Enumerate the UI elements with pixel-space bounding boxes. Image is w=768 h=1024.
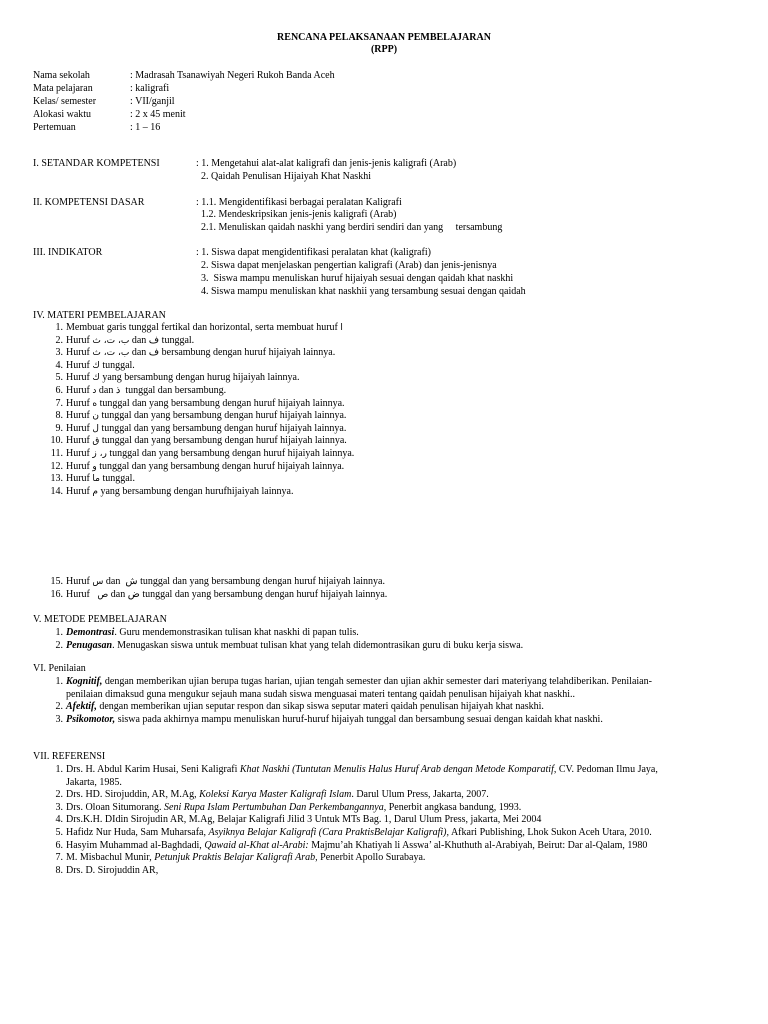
list-item: [33, 473, 738, 486]
item-text: tunggal dan yang bersambung dengan huruf hijaiyah lainnya.: [97, 397, 345, 409]
arabic-letter: ك: [92, 373, 100, 384]
item-text: . Menugaskan siswa untuk membuat tulisan khat yang telah didemontrasikan guru di buku kerja siswa.: [112, 639, 524, 651]
item-text: Huruf: [66, 422, 93, 434]
identity-key: Kelas/ semester: [33, 96, 97, 107]
list-number: 4.: [55, 359, 63, 371]
arabic-letter: ن: [92, 411, 99, 422]
identity-value: : 2 x 45 menit: [130, 109, 186, 120]
list-item: [33, 347, 738, 360]
list-number: 8.: [55, 864, 63, 876]
list-item: [33, 372, 738, 385]
kd-line: : 1.1. Mengidentifikasi berbagai peralatan Kaligrafi: [196, 197, 402, 208]
item-text: M. Misbachul Munir,: [66, 852, 155, 864]
list-text: [66, 398, 738, 411]
list-number: 3.: [55, 801, 63, 813]
item-text: tunggal dan yang bersambung dengan huruf hijaiyah lainnya.: [96, 460, 345, 472]
item-text: Membuat garis tunggal fertikal dan horizontal, serta membuat huruf: [66, 322, 341, 333]
list-item: [33, 676, 738, 689]
list-text: [66, 435, 738, 448]
list-number: 1.: [55, 322, 63, 333]
book-title: Qawaid al-Khat al-Arabi:: [204, 839, 309, 851]
reference-text: [66, 852, 738, 865]
list-text: [66, 714, 738, 727]
item-text: yang bersambung dengan hurug hijaiyah lainnya.: [99, 372, 300, 384]
item-text: tunggal.: [99, 359, 135, 371]
item-term: Afektif,: [66, 701, 97, 713]
arabic-letter: ص: [97, 589, 109, 600]
item-text: Huruf: [66, 372, 93, 384]
reference-item-continued: [33, 777, 738, 790]
item-text: Huruf: [66, 384, 93, 396]
item-text: Huruf: [66, 435, 93, 447]
book-title: Petunjuk Praktis Belajar Kaligrafi Arab,: [154, 852, 318, 864]
arabic-letter: ب، ت، ث: [92, 348, 130, 359]
list-text: [66, 676, 738, 689]
list-number: 3.: [55, 347, 63, 359]
section-heading-sk: I. SETANDAR KOMPETENSI: [33, 158, 160, 169]
arabic-letter: س: [92, 577, 104, 587]
list-number: 16.: [50, 588, 63, 600]
reference-item: [33, 840, 738, 853]
list-item: [33, 714, 738, 727]
list-number: 10.: [50, 435, 63, 447]
list-number: 12.: [50, 460, 63, 472]
item-term: Psikomotor,: [66, 713, 116, 725]
list-text: [66, 335, 738, 348]
list-item-continued: [33, 689, 738, 702]
book-title: Khat Naskhi (Tuntutan Menulis Halus Huruf Arab dengan Metode Komparatif: [239, 764, 554, 775]
reference-text: [66, 865, 738, 878]
list-number: 2.: [55, 789, 63, 801]
list-text: [66, 410, 738, 423]
list-item: [33, 435, 738, 448]
identity-key: Pertemuan: [33, 122, 76, 133]
arabic-letter: ا: [340, 323, 343, 333]
reference-text: [66, 764, 738, 777]
identity-value: : 1 – 16: [130, 122, 161, 133]
arabic-letter: د: [92, 385, 97, 396]
list-item: [33, 589, 738, 602]
item-text: dengan memberikan ujian berupa tugas harian, ujian tengah semester dan ujian akhir semester dari materiyang telahdiberikan. Penilaian-: [102, 676, 652, 687]
reference-text: [66, 789, 738, 802]
item-text: tunggal dan yang bersambung dengan huruf hijaiyah lainnya.: [99, 435, 347, 447]
list-number: 15.: [50, 576, 63, 587]
list-number: 2.: [55, 701, 63, 713]
list-number: 9.: [55, 422, 63, 434]
identity-value: : VII/ganjil: [130, 96, 175, 107]
list-item: [33, 423, 738, 436]
document-title: RENCANA PELAKSANAAN PEMBELAJARAN: [277, 32, 491, 43]
list-item: [33, 486, 738, 499]
list-item: [33, 627, 738, 640]
reference-item: [33, 802, 738, 815]
item-text: , CV. Pedoman Ilmu Jaya,: [553, 764, 658, 775]
item-text: dengan memberikan ujian seputar respon dan sikap siswa seputar materi qaidah penulisan hijaiyah khat naskhi.: [96, 701, 544, 713]
item-text: Huruf: [66, 347, 93, 359]
list-item: [33, 398, 738, 411]
list-number: 6.: [55, 839, 63, 851]
list-text: [66, 448, 738, 461]
list-item: [33, 640, 738, 653]
identity-key: Mata pelajaran: [33, 83, 93, 94]
list-item: [33, 335, 738, 348]
kd-line: 2.1. Menuliskan qaidah naskhi yang berdiri sendiri dan yang tersambung: [201, 222, 503, 233]
item-text: Drs. HD. Sirojuddin, AR, M.Ag,: [66, 789, 200, 801]
list-number: 4.: [55, 814, 63, 826]
list-number: 3.: [55, 713, 63, 725]
list-number: 2.: [55, 639, 63, 651]
item-text: . Guru mendemonstrasikan tulisan khat naskhi di papan tulis.: [114, 627, 359, 638]
identity-value: : Madrasah Tsanawiyah Negeri Rukoh Banda Aceh: [130, 70, 335, 81]
list-text: [66, 372, 738, 385]
reference-item: [33, 789, 738, 802]
item-term: Kognitif,: [66, 676, 103, 687]
list-text: [66, 701, 738, 714]
section-heading-materi: IV. MATERI PEMBELAJARAN: [33, 310, 166, 321]
indikator-line: 4. Siswa mampu menuliskan khat naskhii yang tersambung sesuai dengan qaidah: [201, 286, 526, 297]
reference-item: [33, 764, 738, 777]
item-text: yang bersambung dengan hurufhijaiyah lainnya.: [97, 485, 294, 497]
reference-item: [33, 827, 738, 840]
item-text: Jakarta, 1985.: [66, 776, 122, 788]
list-number: 1.: [55, 764, 63, 775]
penilaian-list: [33, 676, 738, 726]
section-heading-metode: V. METODE PEMBELAJARAN: [33, 614, 167, 625]
item-text: Huruf: [66, 460, 93, 472]
reference-item: [33, 814, 738, 827]
reference-text: [66, 840, 738, 853]
item-text: dan ش tunggal dan yang bersambung dengan huruf hijaiyah lainnya.: [103, 576, 385, 587]
item-term: Demontrasi: [66, 627, 115, 638]
list-item: [33, 360, 738, 373]
item-text: Huruf: [66, 410, 93, 422]
arabic-letter: و: [92, 461, 97, 472]
list-item: [33, 385, 738, 398]
list-text: [66, 486, 738, 499]
list-number: 2.: [55, 334, 63, 346]
list-item: [33, 322, 738, 335]
reference-item: [33, 852, 738, 865]
list-number: 13.: [50, 473, 63, 485]
list-number: 14.: [50, 485, 63, 497]
item-text: dan ف tunggal.: [129, 334, 195, 346]
list-number: 1.: [55, 676, 63, 687]
book-title: Koleksi Karya Master Kaligrafi Islam: [199, 789, 352, 801]
list-item: [33, 461, 738, 474]
list-number: 5.: [55, 826, 63, 838]
reference-item: [33, 865, 738, 878]
item-text: Huruf: [66, 397, 93, 409]
list-text: [66, 473, 738, 486]
item-text: tunggal dan yang bersambung dengan huruf hijaiyah lainnya.: [99, 410, 347, 422]
list-number: 11.: [50, 447, 63, 459]
arabic-letter: ل: [92, 423, 99, 434]
indikator-line: 2. Siswa dapat menjelaskan pengertian kaligrafi (Arab) dan jenis-jenisnya: [201, 260, 497, 271]
item-text: penilaian dimaksud guna mengukur sejauh mana sudah siswa menguasai materi tentang qaidah penulisan hijaiyah khat naskhi..: [66, 688, 576, 700]
item-text: Huruf: [66, 447, 93, 459]
list-item: [33, 448, 738, 461]
materi-list: [33, 322, 738, 498]
list-item: [33, 576, 738, 589]
arabic-letter: ه: [92, 398, 98, 409]
list-number: 5.: [55, 372, 63, 384]
item-text: tunggal.: [99, 473, 135, 485]
list-number: 7.: [55, 852, 63, 864]
list-text: [66, 589, 738, 602]
list-item: [33, 701, 738, 714]
section-heading-referensi: VII. REFERENSI: [33, 751, 106, 762]
item-text: Huruf: [66, 576, 93, 587]
section-heading-kd: II. KOMPETENSI DASAR: [33, 197, 145, 208]
materi-list-continued: [33, 576, 738, 601]
arabic-letter: ق: [92, 436, 100, 447]
arabic-letter: ب، ت، ث: [92, 335, 130, 346]
indikator-line: 3. Siswa mampu menuliskan huruf hijaiyah sesuai dengan qaidah khat naskhi: [201, 273, 514, 284]
list-number: 8.: [55, 410, 63, 422]
list-text: [66, 423, 738, 436]
arabic-letter: ر، ز: [92, 448, 107, 459]
item-text: Huruf: [66, 588, 98, 600]
metode-list: [33, 627, 738, 652]
item-text: dan ذ tunggal dan bersambung.: [96, 384, 227, 396]
item-text: siswa pada akhirnya mampu menuliskan huruf-huruf hijaiyah tunggal dan bersambung sesuai dengan kaidah khat naskhi.: [115, 713, 603, 725]
item-text: Hafidz Nur Huda, Sam Muharsafa,: [66, 826, 209, 838]
list-number: 6.: [55, 384, 63, 396]
book-title: Asyiknya Belajar Kaligrafi (Cara PraktisBelajar Kaligrafi),: [208, 826, 450, 838]
item-text: dan ض tunggal dan yang bersambung dengan huruf hijaiyah lainnya.: [108, 588, 388, 600]
item-term: Penugasan: [66, 639, 113, 651]
item-text: Majmu’ah Khatiyah li Asswa’ al-Khuthuth al-Arabiyah, Beirut: Dar al-Qalam, 1980: [308, 839, 648, 851]
list-text: [66, 385, 738, 398]
item-text: Hasyim Muhammad al-Baghdadi,: [66, 839, 205, 851]
identity-key: Nama sekolah: [33, 70, 90, 81]
document-subtitle: (RPP): [370, 44, 398, 55]
list-text: [66, 322, 738, 335]
list-text: [66, 347, 738, 360]
section-heading-penilaian: VI. Penilaian: [33, 663, 86, 674]
item-text: Huruf: [66, 485, 93, 497]
item-text: Afkari Publishing, Lhok Sukon Aceh Utara, 2010.: [449, 826, 652, 838]
item-text: Huruf: [66, 334, 93, 346]
list-text: [66, 360, 738, 373]
indikator-line: : 1. Siswa dapat mengidentifikasi peralatan khat (kaligrafi): [196, 247, 431, 258]
item-text: dan ف bersambung dengan huruf hijaiyah lainnya.: [129, 347, 336, 359]
item-text: Drs. D. Sirojuddin AR,: [66, 864, 159, 876]
sk-line: : 1. Mengetahui alat-alat kaligrafi dan jenis-jenis kaligrafi (Arab): [196, 158, 457, 169]
item-text: , Penerbit angkasa bandung, 1993.: [383, 801, 522, 813]
item-text: tunggal dan yang bersambung dengan huruf hijaiyah lainnya.: [98, 422, 347, 434]
list-number: 7.: [55, 397, 63, 409]
arabic-letter: ما: [92, 474, 100, 485]
list-text: [66, 576, 738, 589]
sk-line: 2. Qaidah Penulisan Hijaiyah Khat Naskhi: [201, 171, 371, 182]
reference-text: [66, 827, 738, 840]
section-heading-indikator: III. INDIKATOR: [33, 247, 103, 258]
item-text: Penerbit Apollo Surabaya.: [317, 852, 426, 864]
reference-text: [66, 802, 738, 815]
list-item: [33, 410, 738, 423]
arabic-letter: م: [92, 486, 98, 497]
item-text: Drs.K.H. DIdin Sirojudin AR, M.Ag, Belajar Kaligrafi Jilid 3 Untuk MTs Bag. 1, Darul Ulum Press, jakarta, Mei 2004: [66, 814, 542, 826]
identity-key: Alokasi waktu: [33, 109, 92, 120]
book-title: Seni Rupa Islam Pertumbuhan Dan Perkembangannya: [164, 801, 384, 813]
list-number: 1.: [55, 627, 63, 638]
item-text: . Darul Ulum Press, Jakarta, 2007.: [351, 789, 489, 801]
list-text: [66, 627, 738, 640]
item-text: Huruf: [66, 473, 93, 485]
arabic-letter: ك: [92, 360, 100, 371]
referensi-list: [33, 764, 738, 877]
item-text: tunggal dan yang bersambung dengan huruf hijaiyah lainnya.: [106, 447, 355, 459]
list-text: [66, 640, 738, 653]
kd-line: 1.2. Mendeskripsikan jenis-jenis kaligrafi (Arab): [201, 209, 397, 220]
item-text: Drs. H. Abdul Karim Husai, Seni Kaligrafi: [66, 764, 240, 775]
item-text: Drs. Oloan Situmorang.: [66, 801, 165, 813]
reference-text: [66, 814, 738, 827]
list-text: [66, 461, 738, 474]
item-text: Huruf: [66, 359, 93, 371]
identity-value: : kaligrafi: [130, 83, 170, 94]
